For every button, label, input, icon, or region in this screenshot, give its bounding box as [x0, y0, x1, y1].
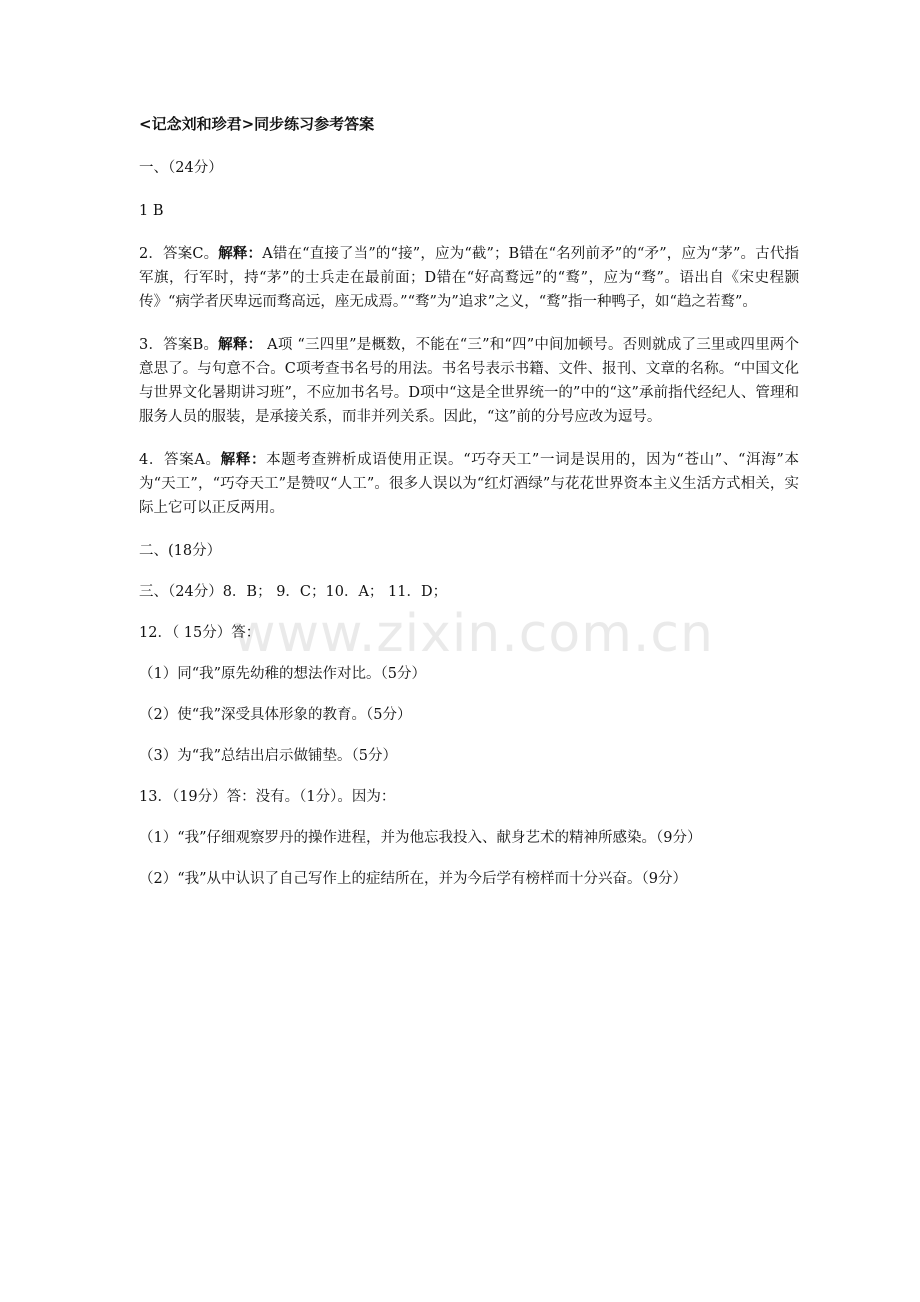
question-12-item-2: （2）使“我”深受具体形象的教育。（5分）: [139, 707, 412, 723]
answer-4-prefix: 4．答案A。: [139, 452, 221, 468]
question-13-item-1: （1）“我”仔细观察罗丹的操作进程，并为他忘我投入、献身艺术的精神所感染。（9分）: [139, 830, 702, 846]
answer-3-body: A项 “三四里”是概数，不能在“三”和“四”中间加顿号。否则就成了三里或四里两个意思了。与句意不合。C项考查书名号的用法。书名号表示书籍、文件、报刊、文章的名称。“中国文化与世界文化暑期讲习班”，不应加书名号。D项中“这是全世界统一的”中的“这”承前指代经纪人、管理和服务人员的服装，是承接关系，而非并列关系。因此，“这”前的分号应改为逗号。: [139, 337, 799, 425]
answer-4: [139, 448, 799, 520]
question-12-heading: 12．（ 15分）答：: [139, 625, 261, 641]
question-12-item-1: （1）同“我”原先幼稚的想法作对比。（5分）: [139, 666, 427, 682]
answer-4-label: 解释：: [220, 452, 267, 468]
answer-3-label: 解释：: [218, 337, 263, 353]
question-13-item-2: （2）“我”从中认识了自己写作上的症结所在，并为今后学有榜样而十分兴奋。（9分）: [139, 871, 688, 887]
answer-2-body: A错在“直接了当”的“接”，应为“截”；B错在“名列前矛”的“矛”，应为“茅”。古代指军旗，行军时，持“茅”的士兵走在最前面；D错在“好高鹜远”的“鹜”，应为“骛”。语出自《宋史程颢传》“病学者厌卑远而骛高远，座无成焉。”“骛”为”追求”之义，“鹜”指一种鸭子，如“趋之若鹜”。: [139, 246, 799, 310]
answer-1: 1 B: [139, 203, 164, 219]
answer-2: [139, 242, 799, 314]
answer-3: [139, 333, 799, 429]
question-12-item-3: （3）为“我”总结出启示做铺垫。（5分）: [139, 748, 398, 764]
document-content: [139, 112, 799, 908]
answer-2-prefix: 2．答案C。: [139, 246, 219, 262]
answer-2-label: 解释：: [218, 246, 263, 262]
section-3-answers: 三、（24分）8．B； 9．C；10．A； 11．D；: [139, 584, 448, 600]
section-1-heading: 一、（24分）: [139, 160, 223, 176]
section-2-heading: 二、(18分）: [139, 543, 222, 559]
watermark: www.zixin.com.cn: [233, 604, 714, 664]
answer-3-prefix: 3．答案B。: [139, 337, 219, 353]
document-title: <记念刘和珍君>同步练习参考答案: [139, 115, 375, 133]
answer-4-body: 本题考查辨析成语使用正误。“巧夺天工”一词是误用的，因为“苍山”、“洱海”本为“天工”，“巧夺天工”是赞叹“人工”。很多人误以为“红灯酒绿”与花花世界资本主义生活方式相关，实际上它可以正反两用。: [139, 452, 799, 516]
question-13-heading: 13．（19分）答：没有。（1分）。因为：: [139, 789, 396, 805]
